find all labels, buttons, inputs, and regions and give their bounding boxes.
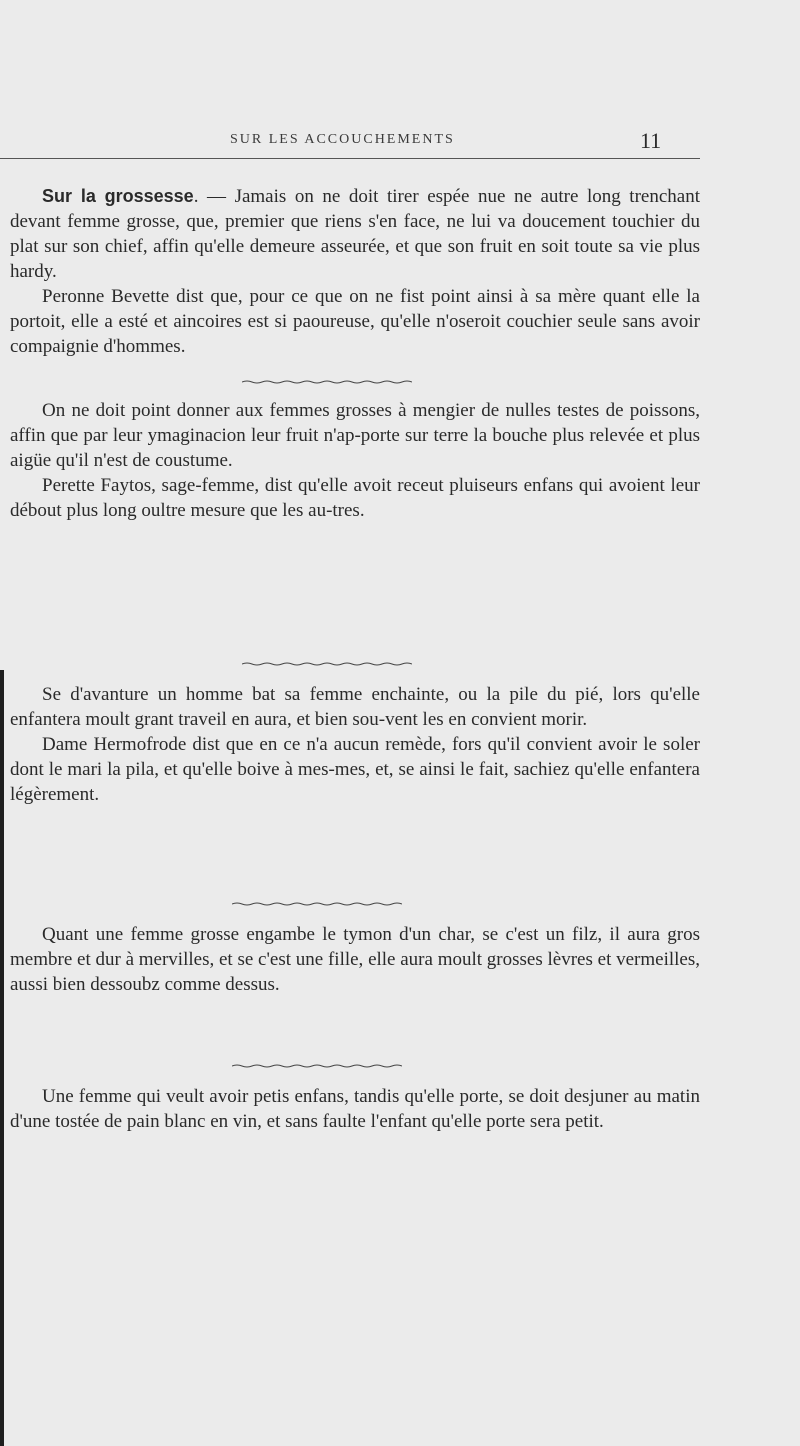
paragraph: Une femme qui veult avoir petis enfans, tandis qu'elle porte, se doit desjuner au matin d'une tostée de pain blanc en vin, et sans faulte l'enfant qu'elle porte sera petit. [10, 1086, 700, 1132]
section-heading: Sur la grossesse [42, 186, 194, 206]
section-grossesse [10, 184, 700, 359]
wavy-separator [242, 380, 412, 384]
page-header [0, 128, 800, 158]
running-title: SUR LES ACCOUCHEMENTS [230, 132, 455, 147]
section-poissons [10, 398, 700, 523]
wavy-separator [242, 662, 412, 666]
paragraph [10, 184, 700, 284]
wavy-separator [232, 902, 402, 906]
paragraph: Dame Hermofrode dist que en ce n'a aucun remède, fors qu'il convient avoir le soler dont le mari la pila, et qu'elle boive à mes-mes, et, se ainsi le fait, sachiez qu'elle enfantera légèrement. [10, 734, 700, 805]
paragraph: Quant une femme grosse engambe le tymon d'un char, se c'est un filz, il aura gros membre et dur à mervilles, et se c'est une fille, elle aura moult grosses lèvres et vermeilles, aussi bien dessoubz comme dessus. [10, 924, 700, 995]
wavy-separator [232, 1064, 402, 1068]
paragraph: Perette Faytos, sage-femme, dist qu'elle avoit receut pluiseurs enfans qui avoient leur débout plus long oultre mesure que les au-tres. [10, 475, 700, 521]
section-petis-enfans [10, 1084, 700, 1134]
page-number: 11 [640, 128, 662, 153]
paragraph-text: . — Jamais on ne doit tirer espée nue ne autre long trenchant devant femme grosse, que, premier que riens s'en face, ne lui va doucement touchier du plat sur son chief, affin qu'elle demeure asseurée, et que son fruit en soit toute sa vie plus hardy. [10, 186, 700, 282]
page-binding-edge [0, 670, 4, 1446]
paragraph: On ne doit point donner aux femmes grosses à mengier de nulles testes de poissons, affin que par leur ymaginacion leur fruit n'ap-porte sur terre la bouche plus relevée et plus aigüe qu'il n'est de coustume. [10, 400, 700, 471]
paragraph: Se d'avanture un homme bat sa femme enchainte, ou la pile du pié, lors qu'elle enfantera moult grant traveil en aura, et bien sou-vent les en convient morir. [10, 684, 700, 730]
section-pile [10, 682, 700, 807]
header-rule [0, 158, 700, 159]
section-tymon [10, 922, 700, 997]
paragraph: Peronne Bevette dist que, pour ce que on ne fist point ainsi à sa mère quant elle la portoit, elle a esté et aincoires est si paoureuse, qu'elle n'oseroit couchier seule sans avoir compaignie d'hommes. [10, 286, 700, 357]
